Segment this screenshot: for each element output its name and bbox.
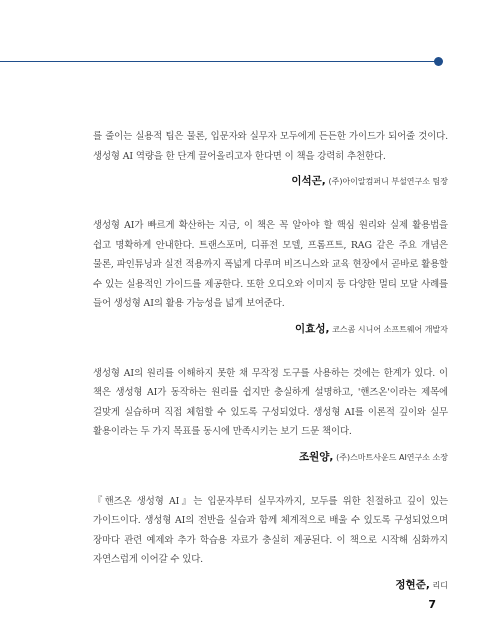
header-dot (434, 57, 443, 66)
review-text: 를 줄이는 실용적 팁은 물론, 입문자와 실무자 모두에게 든든한 가이드가 되어줄 것이다. 생성형 AI 역량을 한 단계 끌어올리고자 한다면 이 책을 강력히 추천한다. (93, 131, 448, 162)
review-signature (93, 578, 448, 593)
review-2 (93, 216, 448, 337)
review-text: 생성형 AI가 빠르게 확산하는 지금, 이 책은 꼭 알아야 할 핵심 원리와 실제 활용법을 쉽고 명확하게 안내한다. 트랜스포머, 디퓨전 모델, 프롬프트, RAG 같은 주요 개념은 물론, 파인튜닝과 실전 적용까지 폭넓게 다루며 비즈니스와 교육 현장에서 곧바로 활용할 수 있는 실용적인 가이드를 제공한다. 또한 오디오와 이미지 등 다양한 멀티 모달 사례를 들어 생성형 AI의 활용 가능성을 넓게 보여준다. (93, 220, 448, 309)
reviewer-name: 조원양, (298, 450, 334, 463)
review-4 (93, 492, 448, 593)
reviewer-affiliation: (주)스마트사운드 AI연구소 소장 (336, 452, 448, 462)
reviews-section (93, 127, 448, 593)
reviewer-affiliation: 리디 (432, 580, 448, 590)
review-1 (93, 127, 448, 189)
page-number: 7 (428, 598, 436, 611)
review-signature (93, 322, 448, 337)
review-signature (93, 174, 448, 189)
reviewer-name: 이효성, (295, 322, 330, 335)
reviewer-name: 이석곤, (291, 175, 326, 187)
review-signature (93, 450, 448, 465)
header-rule (0, 61, 438, 62)
review-text: 생성형 AI의 원리를 이해하지 못한 채 무작정 도구를 사용하는 것에는 한계가 있다. 이 책은 생성형 AI가 동작하는 원리를 쉽지만 충실하게 설명하고, '핸즈온'이라는 제목에 걸맞게 실습하며 직접 체험할 수 있도록 구성되었다. 생성형 AI를 이론적 깊이와 실무 활용이라는 두 가지 목표를 동시에 만족시키는 보기 드문 책이다. (93, 367, 448, 437)
review-text: 『핸즈온 생성형 AI』는 입문자부터 실무자까지, 모두를 위한 친절하고 깊이 있는 가이드이다. 생성형 AI의 전반을 실습과 함께 체계적으로 배울 수 있도록 구성되었으며 장마다 관련 예제와 추가 학습용 자료가 충실히 제공된다. 이 책으로 시작해 심화까지 자연스럽게 이어갈 수 있다. (93, 495, 448, 565)
reviewer-affiliation: (주)아이알컴퍼니 부설연구소 팀장 (328, 177, 448, 186)
reviewer-name: 정현준, (395, 578, 430, 591)
reviewer-affiliation: 코스콤 시니어 소프트웨어 개발자 (332, 324, 448, 334)
review-3 (93, 364, 448, 465)
